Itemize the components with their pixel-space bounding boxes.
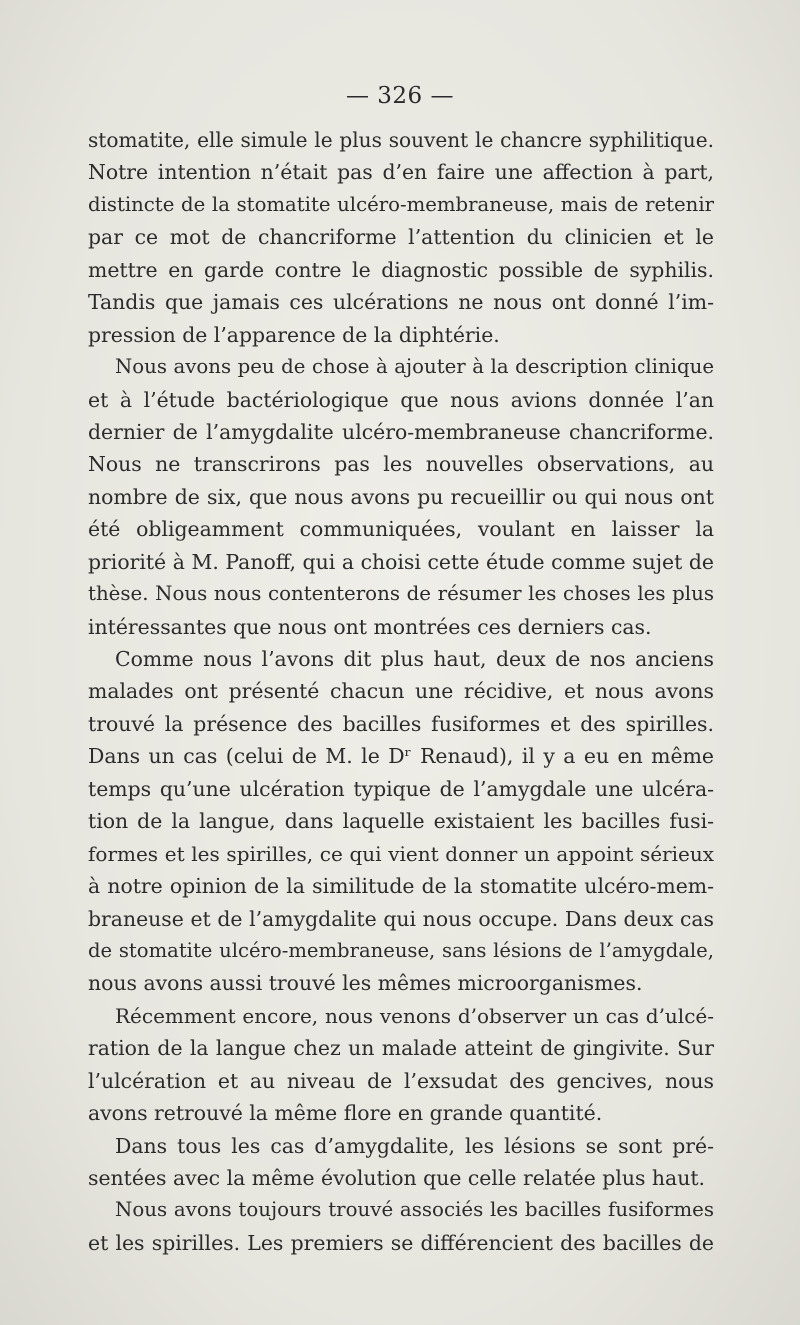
- text-line: pression de l’apparence de la diphtérie.: [88, 322, 500, 347]
- text-line: et à l’étude bactériologique que nous avions donnée l’an: [88, 387, 714, 412]
- text-line: nous avons aussi trouvé les mêmes microorganismes.: [88, 971, 643, 996]
- text-line: distincte de la stomatite ulcéro-membraneuse, mais de retenir: [88, 192, 714, 216]
- text-line: et les spirilles. Les premiers se différencient des bacilles de: [88, 1230, 714, 1255]
- text-line: temps qu’une ulcération typique de l’amygdale une ulcéra-: [88, 776, 714, 801]
- text-line: formes et les spirilles, ce qui vient donner un appoint sérieux: [88, 841, 714, 866]
- text-line: Nous ne transcrirons pas les nouvelles observations, au: [88, 452, 714, 477]
- text-line: braneuse et de l’amygdalite qui nous occupe. Dans deux cas: [88, 906, 714, 931]
- text-line: Nous avons peu de chose à ajouter à la description clinique: [115, 355, 714, 379]
- text-line: Notre intention n’était pas d’en faire une affection à part,: [88, 160, 714, 185]
- text-line: nombre de six, que nous avons pu recueillir ou qui nous ont: [88, 484, 714, 509]
- text-line: stomatite, elle simule le plus souvent le chancre syphilitique.: [88, 128, 714, 152]
- text-line: intéressantes que nous ont montrées ces derniers cas.: [88, 614, 652, 639]
- text-line: dernier de l’amygdalite ulcéro-membraneuse chancriforme.: [88, 419, 714, 444]
- text-line: Récemment encore, nous venons d’observer un cas d’ulcé-: [115, 1003, 714, 1028]
- text-line: l’ulcération et au niveau de l’exsudat des gencives, nous: [88, 1068, 714, 1093]
- text-line: été obligeamment communiquées, voulant en laisser la: [88, 517, 714, 542]
- text-line: priorité à M. Panoff, qui a choisi cette étude comme sujet de: [88, 549, 714, 574]
- text-line: Tandis que jamais ces ulcérations ne nous ont donné l’im-: [88, 290, 714, 315]
- text-line: malades ont présenté chacun une récidive, et nous avons: [88, 679, 714, 704]
- text-line: par ce mot de chancriforme l’attention du clinicien et le: [88, 225, 714, 250]
- text-line: mettre en garde contre le diagnostic possible de syphilis.: [88, 257, 714, 282]
- text-line: Comme nous l’avons dit plus haut, deux de nos anciens: [115, 647, 714, 671]
- text-line: Nous avons toujours trouvé associés les bacilles fusiformes: [115, 1198, 714, 1222]
- text-line: à notre opinion de la similitude de la stomatite ulcéro-mem-: [88, 874, 714, 899]
- text-line: de stomatite ulcéro-membraneuse, sans lésions de l’amygdale,: [88, 938, 714, 962]
- page-number: — 326 —: [345, 83, 455, 109]
- text-line: thèse. Nous nous contenterons de résumer les choses les plus: [88, 582, 714, 606]
- text-line: avons retrouvé la même flore en grande quantité.: [88, 1101, 603, 1126]
- text-line: sentées avec la même évolution que celle relatée plus haut.: [88, 1166, 706, 1190]
- text-line: trouvé la présence des bacilles fusiformes et des spirilles.: [88, 711, 714, 736]
- text-line: Dans un cas (celui de M. le Dʳ Renaud), il y a eu en même: [88, 744, 714, 769]
- text-line: Dans tous les cas d’amygdalite, les lésions se sont pré-: [115, 1133, 714, 1158]
- text-line: ration de la langue chez un malade atteint de gingivite. Sur: [88, 1036, 714, 1061]
- text-line: tion de la langue, dans laquelle existaient les bacilles fusi-: [88, 809, 714, 834]
- body-text: [88, 124, 714, 1259]
